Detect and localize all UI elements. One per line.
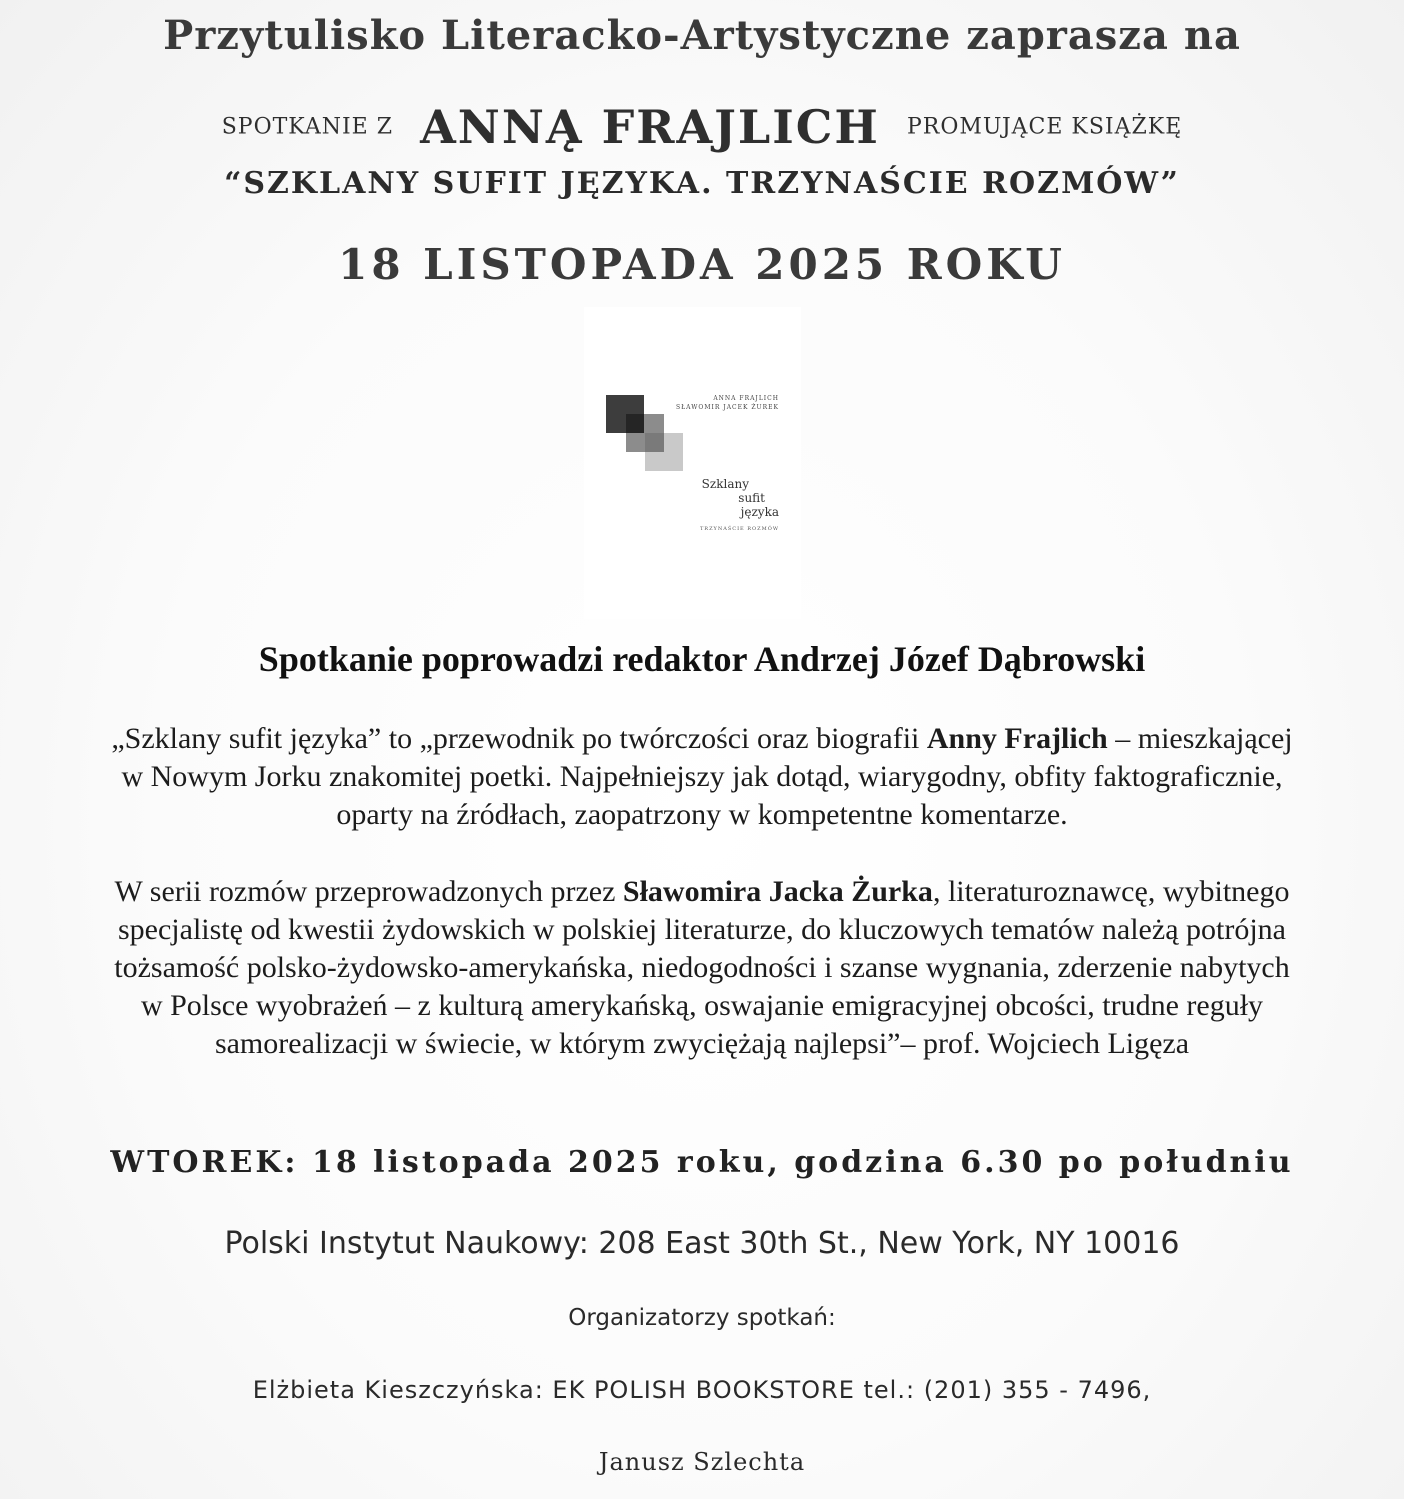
event-address: Polski Instytut Naukowy: 208 East 30th St., New York, NY 10016	[224, 1226, 1180, 1261]
organizer-contact: Elżbieta Kieszczyńska: EK POLISH BOOKSTORE tel.: (201) 355 - 7496,	[252, 1376, 1152, 1404]
paragraph-line: oparty na źródłach, zaopatrzony w kompetentne komentarze.	[336, 798, 1068, 831]
paragraph-line: samorealizacji w świecie, w którym zwyciężają najlepsi”– prof. Wojciech Ligęza	[214, 1027, 1190, 1060]
moderator-line: Spotkanie poprowadzi redaktor Andrzej Józef Dąbrowski	[258, 639, 1146, 679]
paragraph-text: – mieszkającej	[1107, 722, 1293, 755]
paragraph-line: specjalistę od kwestii żydowskich w polskiej literaturze, do kluczowych tematów należą potrójna	[118, 913, 1286, 946]
cover-title	[702, 477, 779, 519]
paragraph-line: tożsamość polsko-żydowsko-amerykańska, niedogodności i szanse wygnania, zderzenie nabytych	[114, 951, 1290, 984]
author-name: ANNĄ FRAJLICH	[420, 100, 880, 154]
cover-author: ANNA FRAJLICH	[713, 395, 779, 402]
cover-authors	[676, 394, 779, 412]
organizer-name: Janusz Szlechta	[598, 1448, 806, 1476]
book-cover-image	[584, 307, 801, 619]
meeting-prefix: SPOTKANIE Z	[221, 114, 393, 140]
cover-title-line: Szklany	[701, 477, 749, 491]
description-paragraph-2	[20, 873, 1384, 1063]
description-paragraph-1	[20, 720, 1384, 834]
cover-author: SŁAWOMIR JACEK ŻUREK	[676, 404, 779, 411]
paragraph-line: w Polsce wyobrażeń – z kulturą amerykańską, oswajanie emigracyjnej obcości, trudne reguły	[140, 989, 1264, 1022]
author-name-bold: Anny Frajlich	[926, 722, 1108, 755]
event-date-heading: 18 LISTOPADA 2025 ROKU	[338, 240, 1066, 289]
paragraph-text: , literaturoznawcę, wybitnego	[932, 875, 1290, 908]
invitation-heading: Przytulisko Literacko-Artystyczne zaprasza na	[163, 12, 1241, 59]
cover-title-line: sufit	[738, 491, 765, 505]
paragraph-text: „Szklany sufit języka” to „przewodnik po twórczości oraz biografii	[111, 722, 927, 755]
paragraph-line	[20, 873, 1384, 911]
cover-subtitle: TRZYNAŚCIE ROZMÓW	[699, 526, 779, 532]
paragraph-line: w Nowym Jorku znakomitej poetki. Najpełniejszy jak dotąd, wiarygodny, obfity faktograficznie,	[121, 760, 1283, 793]
interviewer-name-bold: Sławomira Jacka Żurka	[622, 875, 933, 908]
paragraph-text: W serii rozmów przeprowadzonych przez	[114, 875, 623, 908]
book-title: “SZKLANY SUFIT JĘZYKA. TRZYNAŚCIE ROZMÓW”	[224, 166, 1180, 201]
meeting-suffix: PROMUJĄCE KSIĄŻKĘ	[906, 114, 1183, 140]
cover-title-line: języka	[740, 505, 779, 519]
organizers-label: Organizatorzy spotkań:	[568, 1305, 836, 1331]
cover-square-overlap	[645, 433, 664, 452]
cover-square-overlap	[626, 414, 644, 433]
event-datetime: WTOREK: 18 listopada 2025 roku, godzina 6.30 po południu	[110, 1145, 1294, 1180]
meeting-line	[0, 100, 1404, 154]
paragraph-line	[20, 720, 1384, 758]
